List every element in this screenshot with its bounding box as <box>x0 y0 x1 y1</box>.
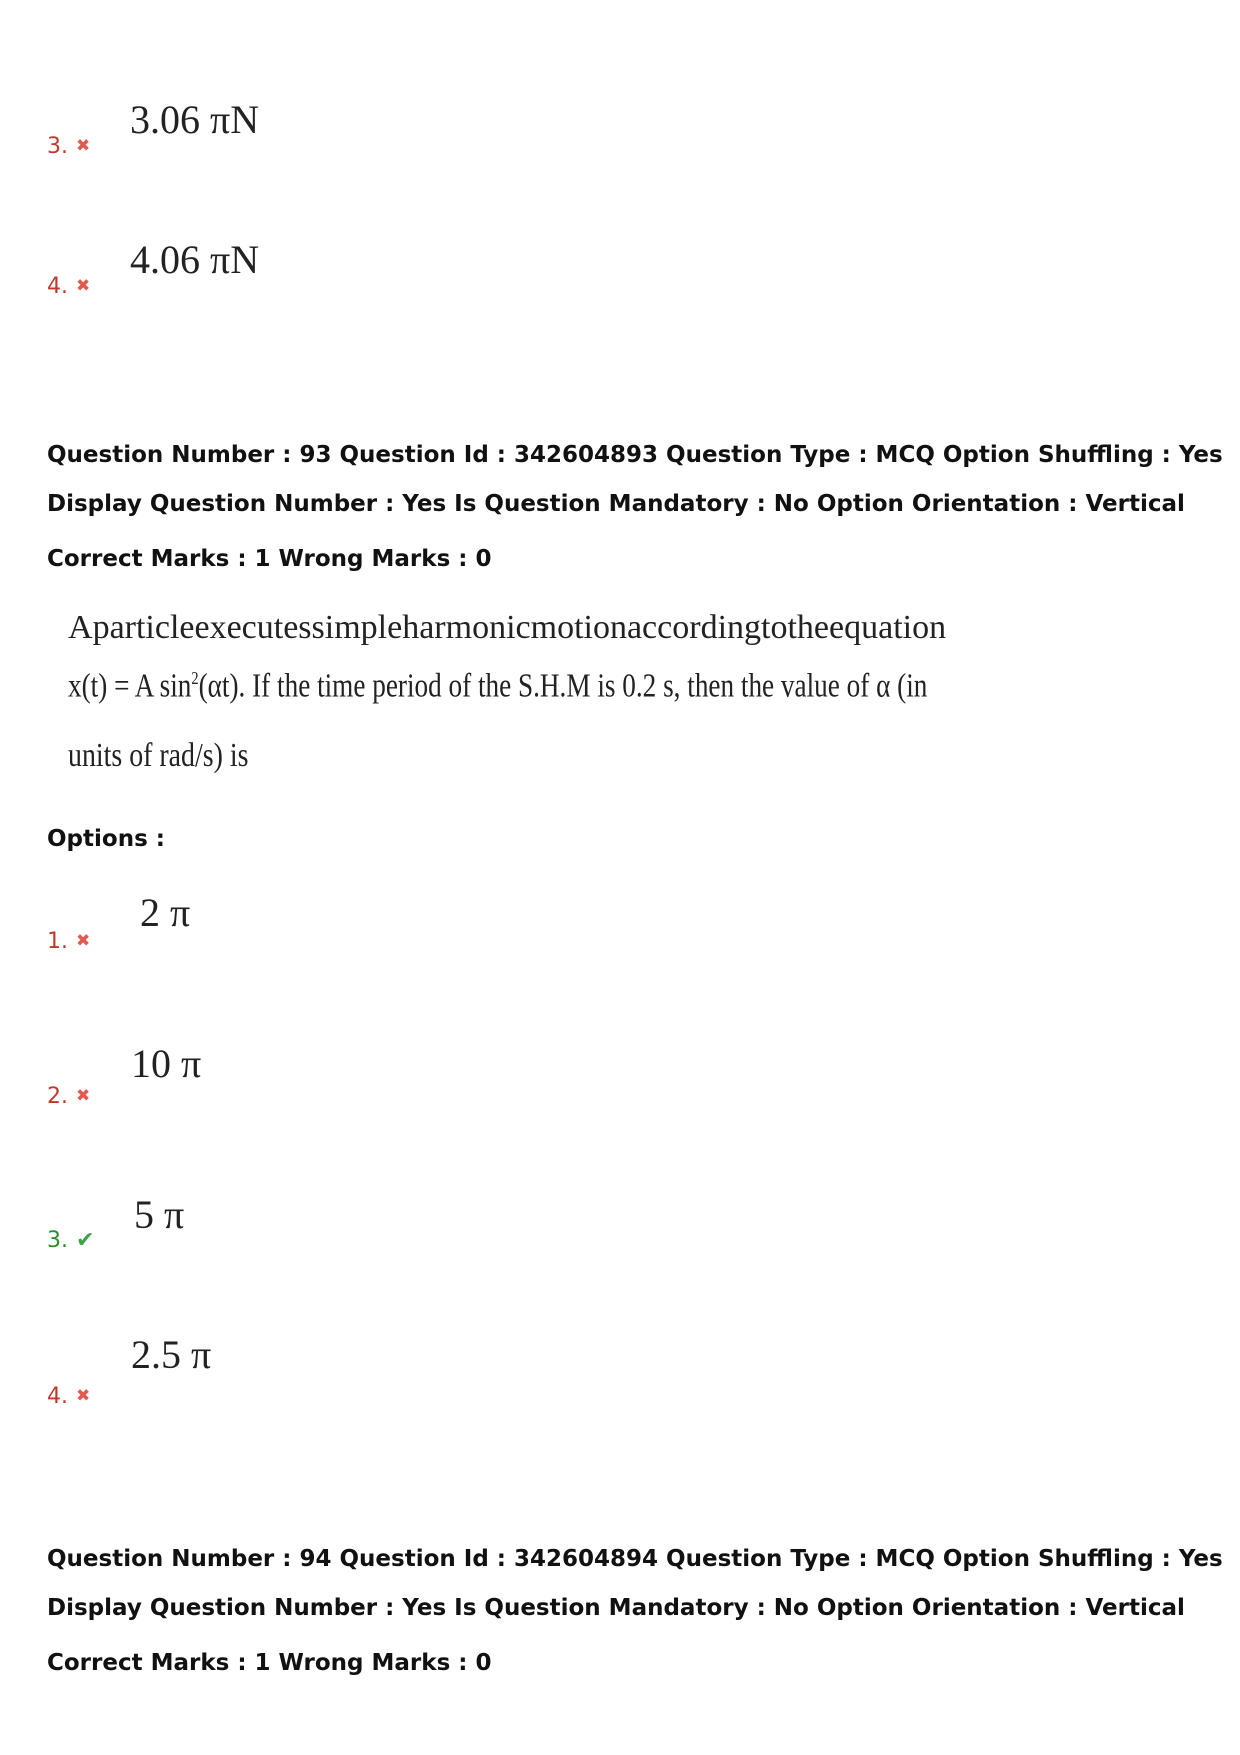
question-marks: Correct Marks : 1 Wrong Marks : 0 <box>47 546 492 572</box>
question-text-line3: units of rad/s) is <box>68 737 249 774</box>
question-word: A <box>68 609 93 646</box>
option-number <box>47 274 90 299</box>
option-number-text: 2. <box>47 1084 68 1109</box>
question-meta-line1: Question Number : 93 Question Id : 342604893 Question Type : MCQ Option Shuffling : Yes <box>47 442 1223 468</box>
question-word: harmonic <box>402 609 531 646</box>
option-number <box>47 134 90 159</box>
option-value: 2 π <box>140 890 191 935</box>
options-label: Options : <box>47 826 165 852</box>
question-word: to <box>761 609 788 646</box>
equation-part: (αt). If the time period of the S.H.M is 0.2 s, then the value of α (in <box>198 667 928 705</box>
question-text-line2 <box>68 669 927 703</box>
option-value: 3.06 πN <box>130 97 260 142</box>
question-marks: Correct Marks : 1 Wrong Marks : 0 <box>47 1650 492 1676</box>
option-number-text: 4. <box>47 274 68 299</box>
equation-superscript: 2 <box>191 668 199 688</box>
question-word: executes <box>194 609 312 646</box>
option-number <box>47 929 90 954</box>
option-number <box>47 1384 90 1409</box>
option-number-text: 1. <box>47 929 68 954</box>
cross-icon: ✖ <box>76 276 91 296</box>
question-meta-line2: Display Question Number : Yes Is Question Mandatory : No Option Orientation : Vertical <box>47 491 1185 517</box>
question-word: equation <box>829 609 947 646</box>
equation-part: x(t) = A sin <box>68 667 192 705</box>
question-word: according <box>626 609 762 646</box>
option-number <box>47 1228 94 1253</box>
question-text-line1 <box>68 609 947 646</box>
option-value: 4.06 πN <box>130 237 260 282</box>
question-word: the <box>787 609 830 646</box>
option-number <box>47 1084 90 1109</box>
option-number-text: 3. <box>47 134 68 159</box>
question-meta-line2: Display Question Number : Yes Is Question Mandatory : No Option Orientation : Vertical <box>47 1595 1185 1621</box>
cross-icon: ✖ <box>76 1386 91 1406</box>
option-number-text: 3. <box>47 1228 68 1253</box>
cross-icon: ✖ <box>76 931 91 951</box>
option-number-text: 4. <box>47 1384 68 1409</box>
option-value: 2.5 π <box>131 1332 212 1377</box>
cross-icon: ✖ <box>76 1086 91 1106</box>
question-word: motion <box>530 609 627 646</box>
question-word: simple <box>311 609 403 646</box>
option-value: 5 π <box>134 1192 185 1237</box>
check-icon: ✔ <box>76 1227 95 1253</box>
option-value: 10 π <box>131 1041 202 1086</box>
question-word: particle <box>92 609 195 646</box>
question-meta-line1: Question Number : 94 Question Id : 342604894 Question Type : MCQ Option Shuffling : Yes <box>47 1546 1223 1572</box>
cross-icon: ✖ <box>76 136 91 156</box>
